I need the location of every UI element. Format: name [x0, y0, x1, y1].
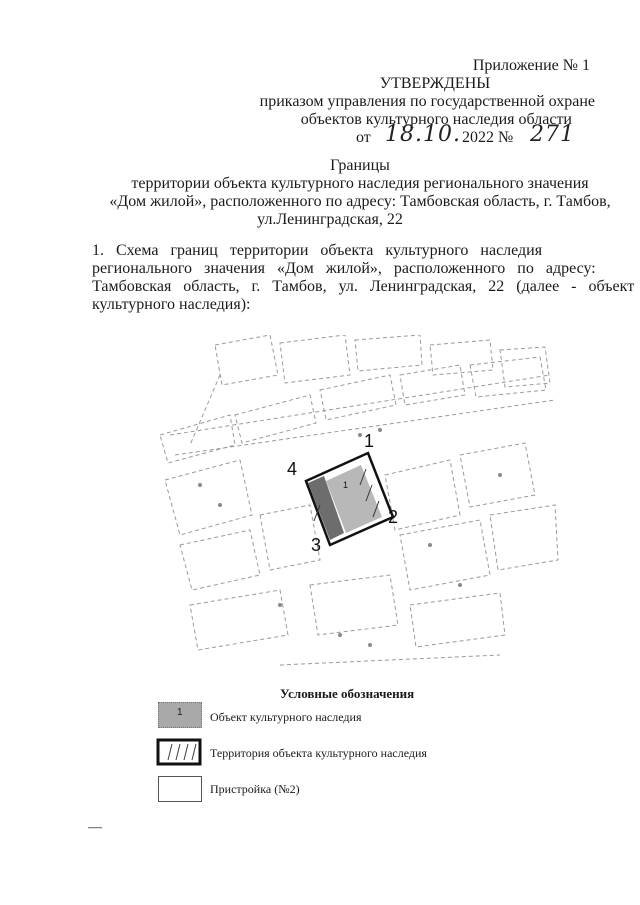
title-line-1: Границы	[330, 157, 390, 174]
legend-swatch-annex	[158, 776, 202, 802]
corner-label-2: 2	[388, 507, 399, 527]
corner-label-4: 4	[287, 459, 298, 479]
legend-title: Условные обозначения	[280, 686, 415, 701]
corner-label-1: 1	[364, 431, 375, 451]
approved-label: УТВЕРЖДЕНЫ	[379, 75, 491, 92]
year-number-label: 2022 №	[462, 129, 514, 146]
appendix-label: Приложение № 1	[472, 57, 590, 74]
handwritten-date: 18.10.	[385, 122, 461, 147]
title-line-2: территории объекта культурного наследия регионального значения	[131, 175, 589, 192]
order-line-2: объектов культурного наследия области	[300, 111, 572, 128]
legend-swatch-marker: 1	[177, 707, 183, 718]
footer-mark: —	[88, 820, 102, 835]
legend-label-heritage-object: Объект культурного наследия	[210, 710, 362, 724]
territory-boundary	[306, 453, 393, 545]
object-marker: 1	[343, 480, 349, 490]
paragraph-line-1: 1. Схема границ территории объекта культурного наследия	[92, 242, 543, 259]
legend-label-territory: Территория объекта культурного наследия	[210, 746, 427, 760]
legend-label-annex: Пристройка (№2)	[210, 782, 300, 796]
paragraph-line-4: культурного наследия):	[92, 296, 251, 313]
corner-label-3: 3	[311, 535, 322, 555]
legend-swatch-heritage-object	[158, 702, 202, 728]
date-prefix: от	[356, 129, 371, 146]
order-line-1: приказом управления по государственной охране	[259, 93, 595, 110]
title-line-4: ул.Ленинградская, 22	[257, 211, 403, 228]
paragraph-line-2: регионального значения «Дом жилой», расположенного по адресу:	[92, 260, 596, 277]
handwritten-number: 271	[530, 122, 575, 147]
legend-swatch-territory	[156, 738, 202, 766]
paragraph-line-3: Тамбовская область, г. Тамбов, ул. Ленинградская, 22 (далее - объект	[92, 278, 635, 295]
boundary-scheme-map	[160, 335, 560, 680]
title-line-3: «Дом жилой», расположенного по адресу: Тамбовская область, г. Тамбов,	[109, 193, 611, 210]
